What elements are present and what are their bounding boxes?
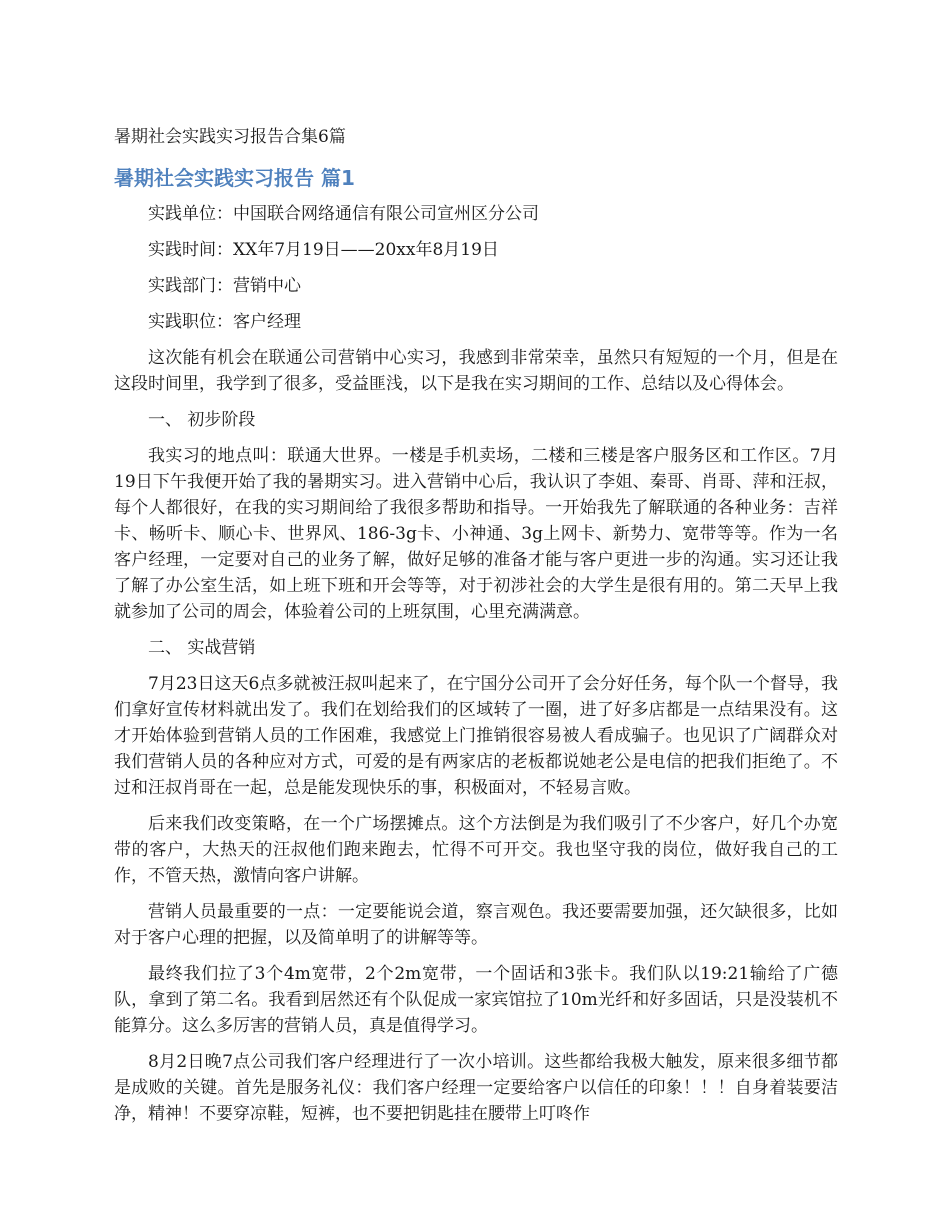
part1-paragraph: 我实习的地点叫：联通大世界。一楼是手机卖场，二楼和三楼是客户服务区和工作区。7月19日下午我便开始了我的暑期实习。进入营销中心后，我认识了李姐、秦哥、肖哥、萍和汪叔，每个人都很好，在我的实习期间给了我很多帮助和指导。一开始我先了解联通的各种业务：吉祥卡、畅听卡、顺心卡、世界风、186-3g卡、小神通、3g上网卡、新势力、宽带等等。作为一名客户经理，一定要对自己的业务了解，做好足够的准备才能与客户更进一步的沟通。实习还让我了解了办公室生活，如上班下班和开会等等，对于初涉社会的大学生是很有用的。第二天早上我就参加了公司的周会，体验着公司的上班氛围，心里充满满意。	[114, 446, 838, 622]
info-time: 实践时间：XX年7月19日——20xx年8月19日	[148, 240, 499, 260]
info-position: 实践职位：客户经理	[148, 312, 301, 332]
info-unit: 实践单位：中国联合网络通信有限公司宣州区分公司	[148, 204, 539, 224]
part2-paragraph-1: 7月23日这天6点多就被汪叔叫起来了，在宁国分公司开了会分好任务，每个队一个督导，我们拿好宣传材料就出发了。我们在划给我们的区域转了一圈，进了好多店都是一点结果没有。这才开始体验到营销人员的工作困难，我感觉上门推销很容易被人看成骗子。也见识了广阔群众对我们营销人员的各种应对方式，可爱的是有两家店的老板都说她老公是电信的把我们拒绝了。不过和汪叔肖哥在一起，总是能发现快乐的事，积极面对，不轻易言败。	[114, 674, 838, 798]
document-title: 暑期社会实践实习报告合集6篇	[114, 127, 346, 147]
part2-paragraph-5: 8月2日晚7点公司我们客户经理进行了一次小培训。这些都给我极大触发，原来很多细节都是成败的关键。首先是服务礼仪：我们客户经理一定要给客户以信任的印象！！！自身着装要洁净，精神！不要穿凉鞋，短裤，也不要把钥匙挂在腰带上叮咚作	[114, 1052, 838, 1124]
section-heading: 暑期社会实践实习报告 篇1	[114, 166, 355, 190]
part2-paragraph-4: 最终我们拉了3个4m宽带，2个2m宽带，一个固话和3张卡。我们队以19:21输给了广德队，拿到了第二名。我看到居然还有个队促成一家宾馆拉了10m光纤和好多固话，只是没装机不能算分。这么多厉害的营销人员，真是值得学习。	[114, 964, 838, 1036]
info-department: 实践部门：营销中心	[148, 276, 301, 296]
part2-paragraph-2: 后来我们改变策略，在一个广场摆摊点。这个方法倒是为我们吸引了不少客户，好几个办宽带的客户，大热天的汪叔他们跑来跑去，忙得不可开交。我也坚守我的岗位，做好我自己的工作，不管天热，激情向客户讲解。	[114, 814, 838, 886]
part1-heading: 一、 初步阶段	[148, 410, 256, 430]
part2-heading: 二、 实战营销	[148, 638, 256, 658]
part2-paragraph-3: 营销人员最重要的一点：一定要能说会道，察言观色。我还要需要加强，还欠缺很多，比如对于客户心理的把握，以及简单明了的讲解等等。	[114, 902, 838, 948]
intro-paragraph: 这次能有机会在联通公司营销中心实习，我感到非常荣幸，虽然只有短短的一个月，但是在这段时间里，我学到了很多，受益匪浅，以下是我在实习期间的工作、总结以及心得体会。	[114, 348, 838, 394]
document-body	[114, 201, 838, 1137]
